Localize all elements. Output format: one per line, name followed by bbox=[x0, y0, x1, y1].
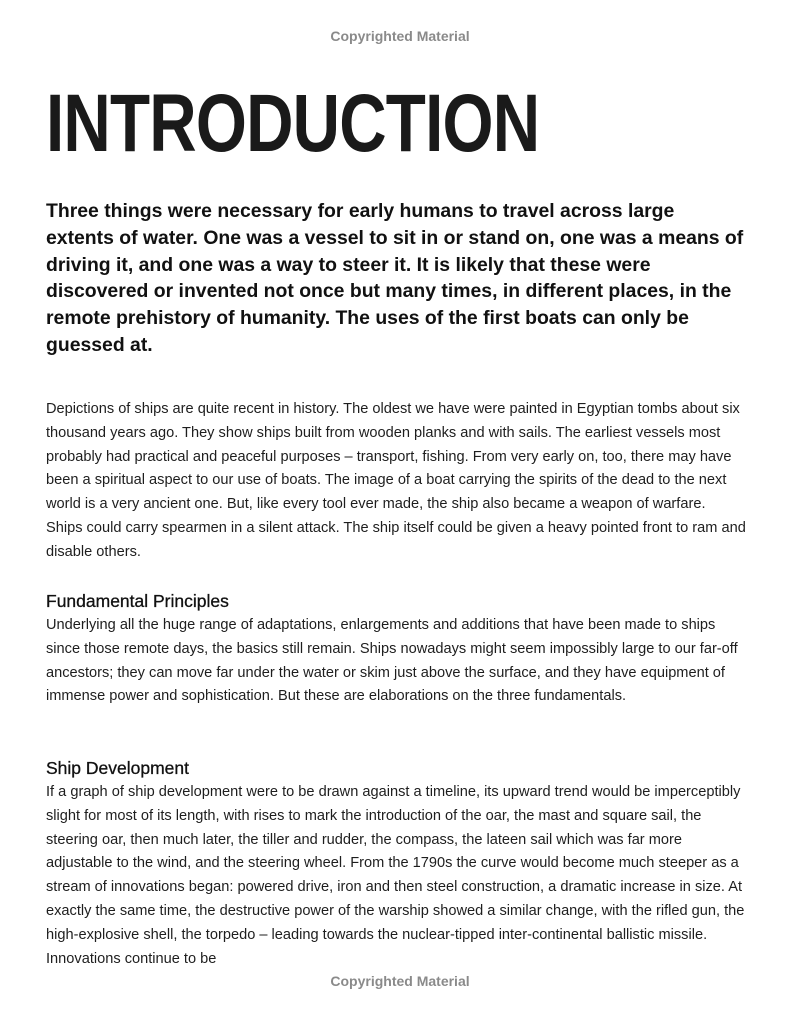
ship-development-paragraph: If a graph of ship development were to be drawn against a timeline, its upward trend would be imperceptibly slight for most of its length, with rises to mark the introduction of the oar, the mast and square sail, the steering oar, then much later, the tiller and rudder, the compass, the lateen sail which was far more adjustable to the wind, and the steering wheel. From the 1790s the curve would become much steeper as a stream of innovations began: powered drive, iron and then steel construction, a dramatic increase in size. At exactly the same time, the destructive power of the warship showed a similar change, with the rifled gun, the high-explosive shell, the torpedo – leading towards the nuclear-tipped inter-continental ballistic missile. Innovations continue to be bbox=[46, 784, 745, 967]
intro-paragraph: Depictions of ships are quite recent in history. The oldest we have were painted in Egyptian tombs about six thousand years ago. They show ships built from wooden planks and with sails. The earliest vessels most probably had practical and peaceful purposes – transport, fishing. From very early on, too, there may have been a spiritual aspect to our use of boats. The image of a boat carrying the spirits of the dead to the next world is a very ancient one. But, like every tool ever made, the ship also became a weapon of warfare. Ships could carry spearmen in a silent attack. The ship itself could be given a heavy pointed front to ram and disable others. bbox=[46, 401, 746, 560]
section-heading-fundamental-principles: Fundamental Principles bbox=[46, 591, 229, 611]
copyright-watermark-bottom: Copyrighted Material bbox=[330, 973, 470, 989]
section-heading-ship-development: Ship Development bbox=[46, 758, 189, 778]
lead-paragraph: Three things were necessary for early humans to travel across large extents of water. One was a vessel to sit in or stand on, one was a means of driving it, and one was a way to steer it. It is likely that these were discovered or invented not once but many times, in different places, in the remote prehistory of humanity. The uses of the first boats can only be guessed at. bbox=[46, 200, 744, 356]
page-title: INTRODUCTION bbox=[46, 78, 540, 169]
copyright-watermark-top: Copyrighted Material bbox=[330, 28, 470, 44]
fundamental-principles-paragraph: Underlying all the huge range of adaptations, enlargements and additions that have been made to ships since those remote days, the basics still remain. Ships nowadays might seem impossibly large to our far-off ancestors; they can move far under the water or skim just above the surface, and they have equipment of immense power and sophistication. But these are elaborations on the three fundamentals. bbox=[46, 617, 738, 705]
